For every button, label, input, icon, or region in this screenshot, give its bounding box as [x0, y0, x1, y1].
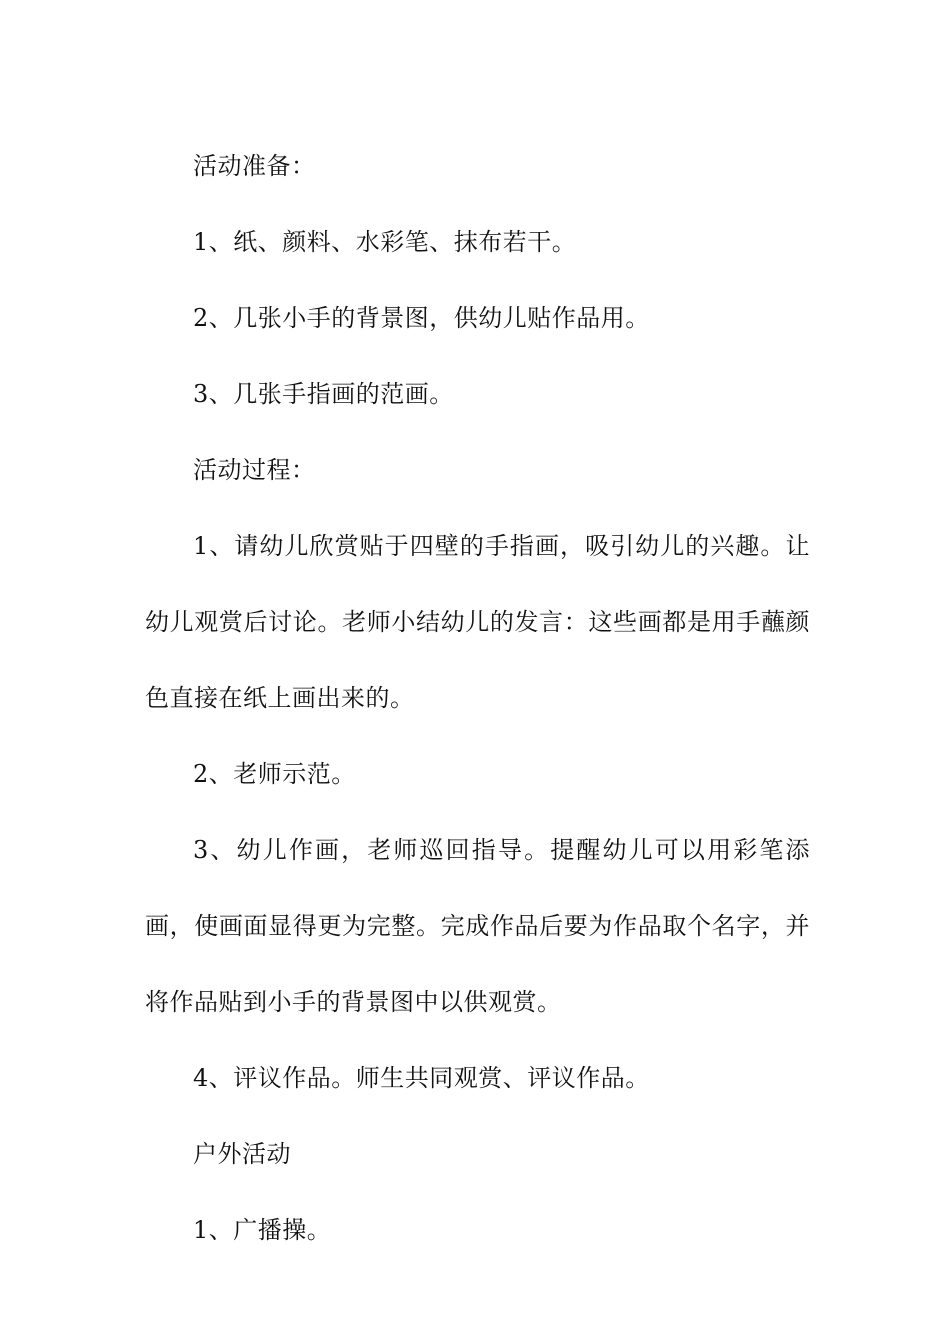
document-body [145, 128, 810, 1268]
heading-activity-process: 活动过程： [193, 456, 316, 484]
process-step-3: 3、幼儿作画，老师巡回指导。提醒幼儿可以用彩笔添画，使画面显得更为完整。完成作品后要为作品取个名字，并将作品贴到小手的背景图中以供观赏。 [145, 836, 810, 1016]
process-step-4: 4、评议作品。师生共同观赏、评议作品。 [193, 1064, 650, 1092]
process-step-2: 2、老师示范。 [193, 760, 356, 788]
heading-activity-preparation: 活动准备： [193, 152, 316, 180]
process-step-1: 1、请幼儿欣赏贴于四壁的手指画，吸引幼儿的兴趣。让幼儿观赏后讨论。老师小结幼儿的发言：这些画都是用手蘸颜色直接在纸上画出来的。 [145, 532, 810, 712]
outdoor-item-1: 1、广播操。 [193, 1216, 332, 1244]
preparation-item-1: 1、纸、颜料、水彩笔、抹布若干。 [193, 228, 577, 256]
heading-outdoor-activity: 户外活动 [193, 1140, 291, 1168]
preparation-item-3: 3、几张手指画的范画。 [193, 380, 454, 408]
preparation-item-2: 2、几张小手的背景图，供幼儿贴作品用。 [193, 304, 650, 332]
